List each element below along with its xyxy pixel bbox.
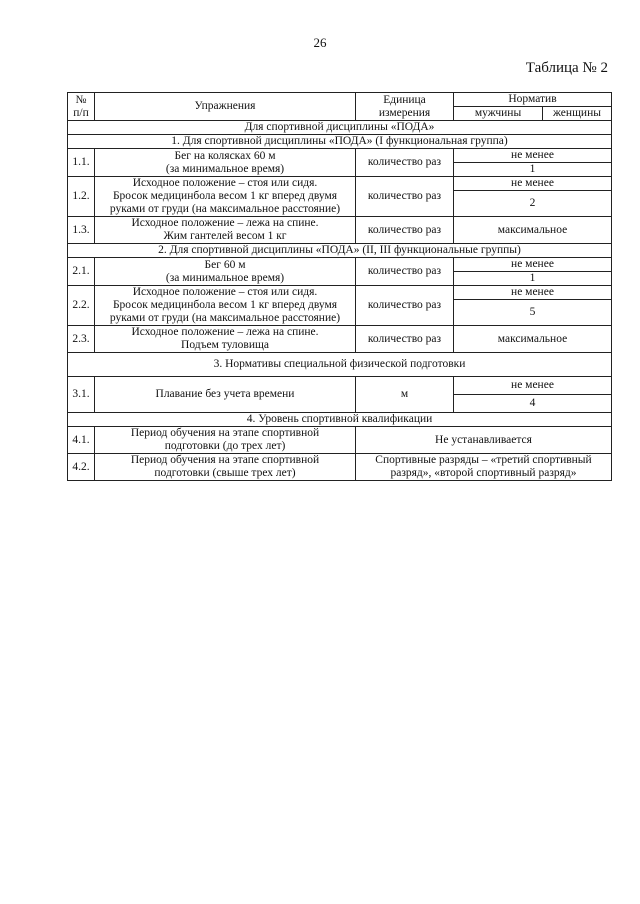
row-value: максимальное	[454, 326, 612, 353]
value-line: Спортивные разряды – «третий спортивный	[375, 454, 592, 466]
exercise-line: Исходное положение – стоя или сидя.	[132, 177, 318, 189]
header-norm: Норматив	[454, 93, 612, 107]
exercise-line: подготовки (до трех лет)	[164, 440, 286, 452]
row-exercise	[95, 454, 356, 481]
exercise-line: Исходное положение – лежа на спине.	[131, 217, 319, 229]
row-unit: количество раз	[356, 326, 454, 353]
row-num: 3.1.	[68, 377, 95, 413]
row-exercise	[95, 326, 356, 353]
row-exercise	[95, 258, 356, 286]
header-women: женщины	[543, 107, 612, 121]
section-row	[68, 413, 612, 427]
row-unit: количество раз	[356, 217, 454, 244]
row-unit: количество раз	[356, 258, 454, 286]
table-row	[68, 454, 612, 481]
section-row	[68, 135, 612, 149]
exercise-line: руками от груди (на максимальное расстояние)	[109, 203, 341, 215]
exercise-line: (за минимальное время)	[165, 162, 285, 175]
row-exercise	[95, 286, 356, 326]
row-num: 1.2.	[68, 177, 95, 217]
row-value: Не устанавливается	[356, 427, 612, 454]
table-row	[68, 377, 612, 395]
value-line: разряд», «второй спортивный разряд»	[390, 467, 577, 479]
row-qualifier: не менее	[454, 286, 612, 300]
section-row	[68, 353, 612, 377]
header-unit	[356, 93, 454, 121]
page-number: 26	[313, 35, 327, 50]
norms-table	[67, 92, 612, 481]
table-row	[68, 149, 612, 163]
exercise-line: Исходное положение – стоя или сидя.	[132, 286, 318, 298]
row-exercise: Плавание без учета времени	[95, 377, 356, 413]
section-row	[68, 121, 612, 135]
exercise-line: Бросок медицинбола весом 1 кг вперед двумя	[112, 190, 338, 202]
row-qualifier: не менее	[454, 377, 612, 395]
section-4: 4. Уровень спортивной квалификации	[68, 413, 612, 427]
row-unit: количество раз	[356, 286, 454, 326]
row-value: 4	[454, 395, 612, 413]
exercise-line: Исходное положение – лежа на спине.	[131, 326, 319, 338]
row-exercise	[95, 177, 356, 217]
section-2: 2. Для спортивной дисциплины «ПОДА» (II, III функциональные группы)	[68, 244, 612, 258]
row-qualifier: не менее	[454, 177, 612, 191]
header-unit-line1: Единица	[383, 93, 426, 106]
exercise-line: Бросок медицинбола весом 1 кг вперед двумя	[112, 299, 338, 311]
exercise-line: руками от груди (на максимальное расстояние)	[109, 312, 341, 324]
table-row	[68, 258, 612, 272]
table-row	[68, 217, 612, 244]
row-unit: м	[356, 377, 454, 413]
header-num-line2: п/п	[73, 106, 89, 119]
exercise-line: Подъем туловища	[181, 339, 269, 351]
exercise-line: Период обучения на этапе спортивной	[130, 427, 320, 439]
header-men: мужчины	[454, 107, 543, 121]
table-row	[68, 177, 612, 191]
row-value: 1	[454, 272, 612, 286]
row-exercise	[95, 217, 356, 244]
row-exercise	[95, 427, 356, 454]
row-num: 2.3.	[68, 326, 95, 353]
row-value: 5	[454, 300, 612, 326]
row-unit: количество раз	[356, 177, 454, 217]
header-exercise: Упражнения	[95, 93, 356, 121]
section-3: 3. Нормативы специальной физической подготовки	[68, 353, 612, 377]
table-caption: Таблица № 2	[525, 60, 608, 76]
exercise-line: Жим гантелей весом 1 кг	[163, 230, 287, 242]
row-value: максимальное	[454, 217, 612, 244]
row-exercise	[95, 149, 356, 177]
exercise-line: подготовки (свыше трех лет)	[154, 467, 296, 479]
header-row	[68, 93, 612, 107]
row-num: 4.2.	[68, 454, 95, 481]
row-value: 1	[454, 163, 612, 177]
row-num: 1.1.	[68, 149, 95, 177]
row-num: 4.1.	[68, 427, 95, 454]
table-row	[68, 286, 612, 300]
row-num: 2.1.	[68, 258, 95, 286]
exercise-line: Период обучения на этапе спортивной	[130, 454, 320, 466]
row-unit: количество раз	[356, 149, 454, 177]
row-qualifier: не менее	[454, 258, 612, 272]
header-num	[68, 93, 95, 121]
section-discipline: Для спортивной дисциплины «ПОДА»	[68, 121, 612, 135]
table-row	[68, 326, 612, 353]
section-row	[68, 244, 612, 258]
section-1: 1. Для спортивной дисциплины «ПОДА» (I функциональная группа)	[68, 135, 612, 149]
row-num: 1.3.	[68, 217, 95, 244]
header-num-line1: №	[75, 93, 87, 106]
row-qualifier: не менее	[454, 149, 612, 163]
row-value	[356, 454, 612, 481]
exercise-line: (за минимальное время)	[165, 271, 285, 284]
exercise-line: Бег 60 м	[204, 258, 246, 271]
exercise-line: Бег на колясках 60 м	[174, 149, 276, 162]
row-value: 2	[454, 191, 612, 217]
header-unit-line2: измерения	[378, 106, 431, 119]
table-row	[68, 427, 612, 454]
row-num: 2.2.	[68, 286, 95, 326]
